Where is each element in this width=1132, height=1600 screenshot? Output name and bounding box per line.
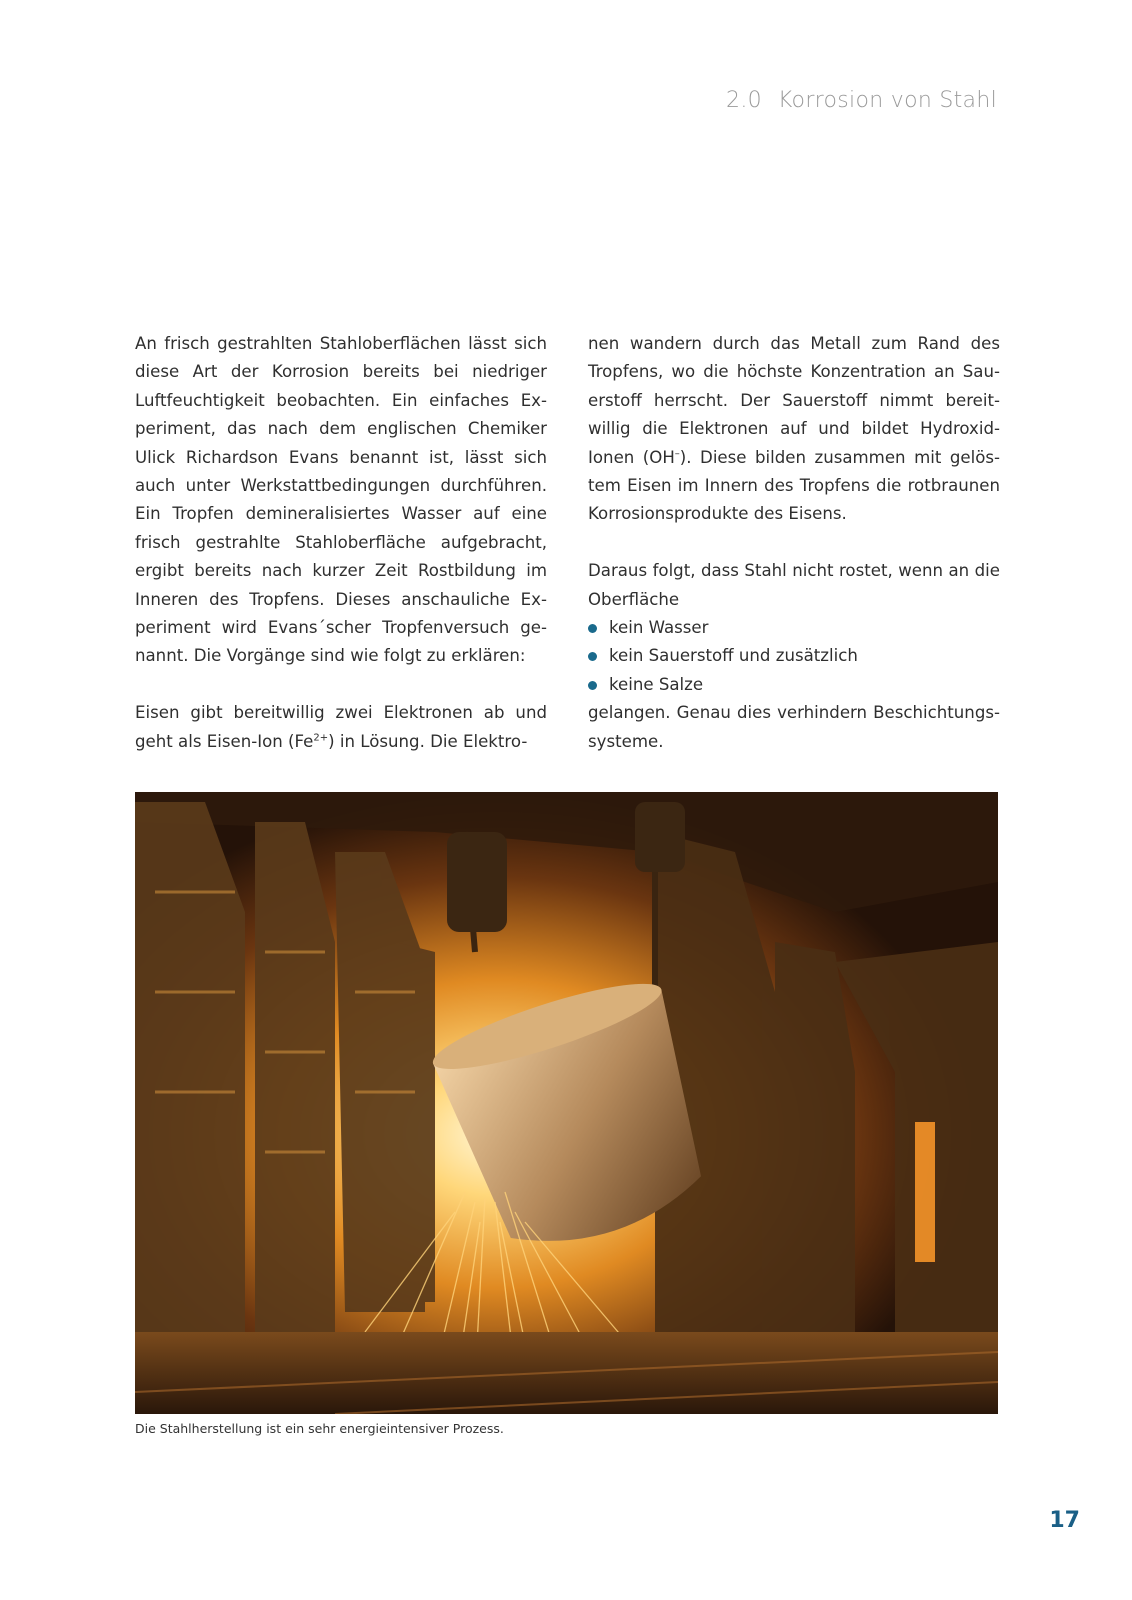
text-run: Eisen gibt bereitwillig zwei Elektronen ab und geht als Eisen-Ion (Fe: [135, 703, 547, 751]
superscript: –: [674, 448, 680, 460]
paragraph: [135, 699, 547, 756]
intro-text: Daraus folgt, dass Stahl nicht rostet, wenn an die Oberfläche: [588, 561, 1000, 609]
list-item-label: keine Salze: [609, 674, 704, 694]
photo-caption: Die Stahlherstellung ist ein sehr energieintensiver Prozess.: [135, 1421, 504, 1436]
list-item: [588, 671, 1000, 699]
section-title: Korrosion von Stahl: [777, 88, 997, 113]
text-run: ). Diese bilden zusammen mit gelöstem Eisen im Innern des Tropfens die rotbraunen Korrosionsprodukte des Eisens.: [588, 447, 1000, 524]
list-item-label: kein Wasser: [609, 618, 709, 638]
bullet-dot-icon: [588, 652, 597, 661]
paragraph: [588, 557, 1000, 614]
bullet-dot-icon: [588, 624, 597, 633]
superscript: 2+: [313, 732, 329, 744]
paragraph: An frisch gestrahlten Stahloberflächen lässt sich diese Art der Korrosion bereits bei niedriger Luftfeuchtigkeit beobachten. Ein einfaches Experiment, das nach dem englischen Chemiker Ulick Richardson Evans benannt ist, lässt sich auch unter Werkstattbedingungen durchführen. Ein Tropfen demineralisiertes Wasser auf eine frisch gestrahlte Stahloberfläche aufgebracht, ergibt bereits nach kurzer Zeit Rostbildung im Inneren des Tropfens. Dieses anschauliche Experiment wird Evans´scher Tropfenversuch genannt. Die Vorgänge sind wie folgt zu erklären:: [135, 334, 547, 666]
steel-mill-photo: [135, 792, 998, 1414]
section-number: 2.0: [726, 88, 762, 113]
left-column: [135, 330, 547, 756]
list-item: [588, 642, 1000, 670]
paragraph: gelangen. Genau dies verhindern Beschichtungssysteme.: [588, 703, 1000, 751]
page-number: 17: [1049, 1508, 1080, 1533]
running-header: [726, 88, 997, 113]
paragraph: [588, 330, 1000, 529]
bullet-dot-icon: [588, 681, 597, 690]
text-run: ) in Lösung. Die Elektro-: [328, 731, 528, 751]
bullet-list: [588, 614, 1000, 699]
text-run: nen wandern durch das Metall zum Rand des Tropfens, wo die höchste Konzentration an Sauerstoff herrscht. Der Sauerstoff nimmt bereitwillig die Elektronen auf und bildet Hydroxid-Ionen (OH: [588, 334, 1000, 467]
list-item: [588, 614, 1000, 642]
right-column: [588, 330, 1000, 756]
list-item-label: kein Sauerstoff und zusätzlich: [609, 646, 858, 666]
